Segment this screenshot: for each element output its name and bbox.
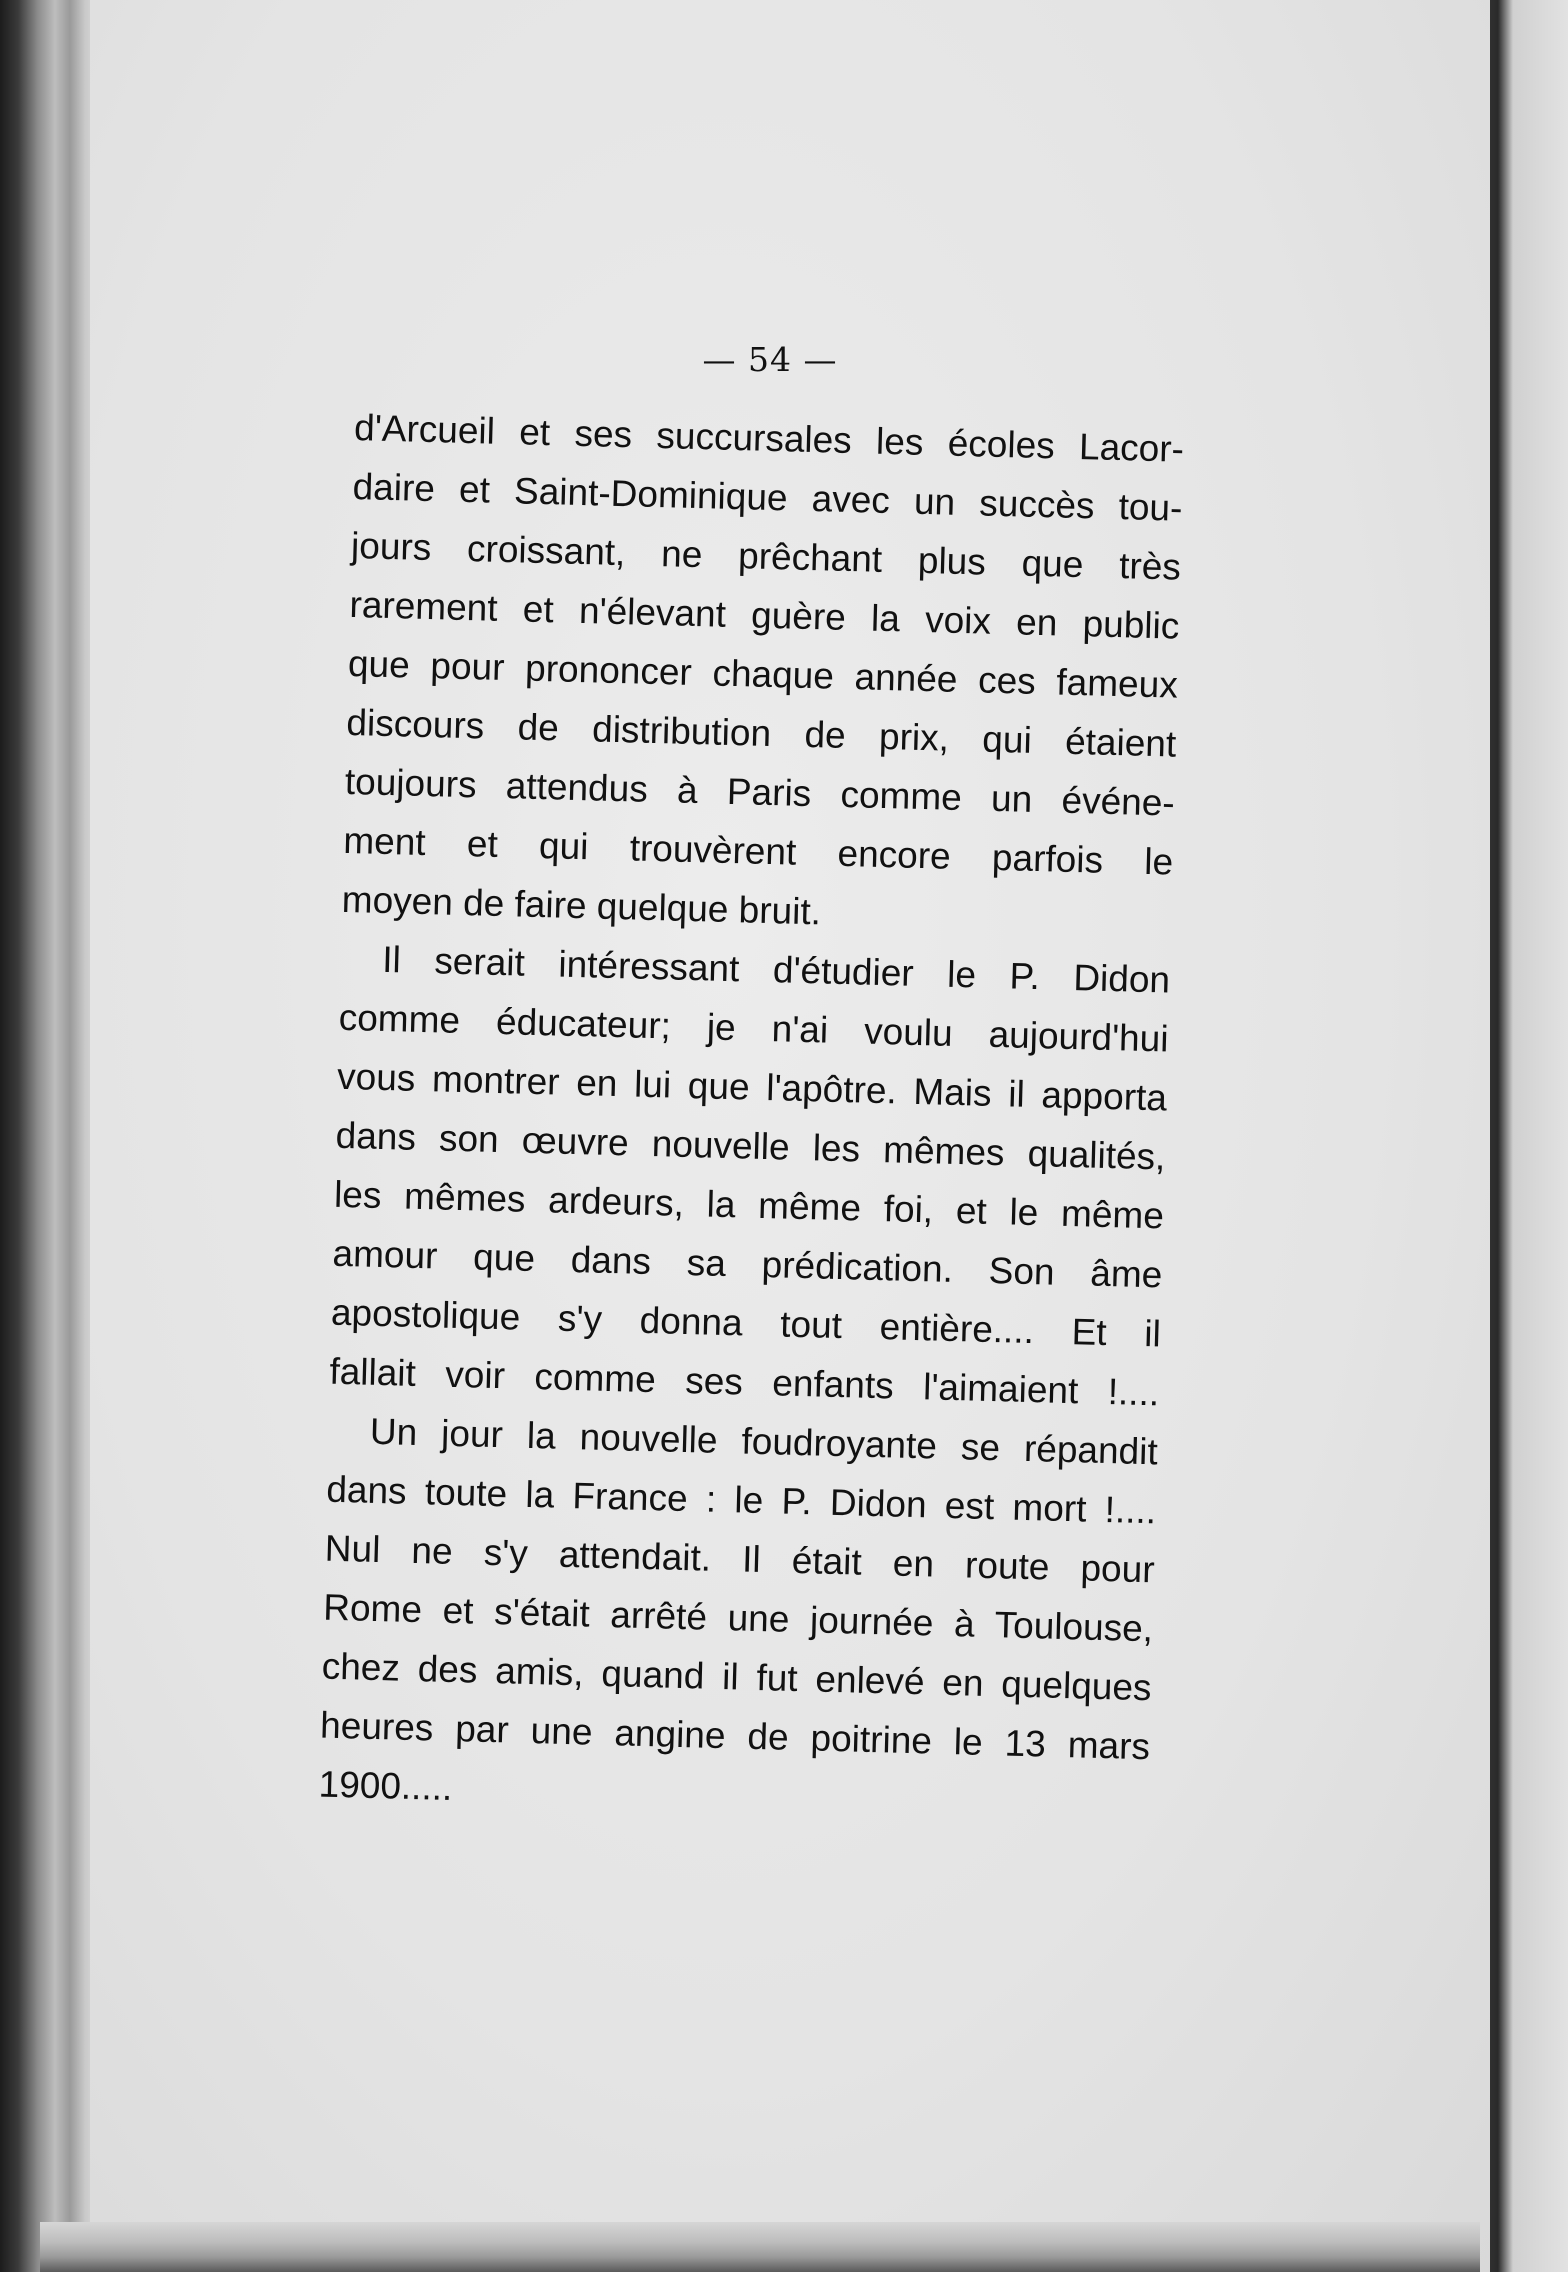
text-line: jours croissant, ne prêchant plus que très: [350, 524, 1182, 588]
text-line: Un jour la nouvelle foudroyante se répandit: [369, 1410, 1159, 1473]
text-line: comme éducateur; je n'ai voulu aujourd'hui: [338, 996, 1170, 1060]
text-line: les mêmes ardeurs, la même foi, et le même: [333, 1173, 1165, 1237]
text-line: 1900.....: [318, 1763, 453, 1809]
book-binding-left: [0, 0, 95, 2272]
text-line: toujours attendus à Paris comme un événe-: [344, 760, 1176, 824]
text-line: daire et Saint-Dominique avec un succès tou-: [352, 465, 1183, 529]
text-line: rarement et n'élevant guère la voix en public: [349, 583, 1180, 647]
text-line: Il serait intéressant d'étudier le P. Didon: [381, 938, 1171, 1001]
text-line: que pour prononcer chaque année ces fameux: [347, 642, 1179, 706]
text-line: moyen de faire quelque bruit.: [341, 878, 822, 933]
text-line: fallait voir comme ses enfants l'aimaient !....: [328, 1350, 1160, 1414]
paragraph-3: [318, 1401, 1159, 1836]
text-line: chez des amis, quand il fut enlevé en quelques: [321, 1645, 1153, 1709]
paragraph-1: [341, 398, 1185, 951]
text-line: discours de distribution de prix, qui étaient: [345, 701, 1177, 765]
text-line: amour que dans sa prédication. Son âme: [332, 1232, 1163, 1296]
paragraph-2: [329, 929, 1171, 1423]
page-number: — 54 —: [702, 340, 838, 379]
text-line: d'Arcueil et ses succursales les écoles Lacor-: [353, 406, 1185, 470]
text-line: ment et qui trouvèrent encore parfois le: [342, 819, 1174, 883]
text-line: dans toute la France : le P. Didon est mort !....: [325, 1468, 1157, 1532]
text-line: dans son œuvre nouvelle les mêmes qualités,: [335, 1114, 1166, 1178]
body-text: [318, 398, 1185, 1835]
text-line: Rome et s'était arrêté une journée à Toulouse,: [322, 1586, 1154, 1650]
text-line: vous montrer en lui que l'apôtre. Mais il apporta: [336, 1055, 1168, 1119]
text-line: apostolique s'y donna tout entière.... Et il: [330, 1291, 1162, 1355]
page-bottom-edge: [40, 2222, 1480, 2272]
text-line: Nul ne s'y attendait. Il était en route pour: [324, 1527, 1156, 1591]
text-line: heures par une angine de poitrine le 13 mars: [319, 1704, 1151, 1768]
